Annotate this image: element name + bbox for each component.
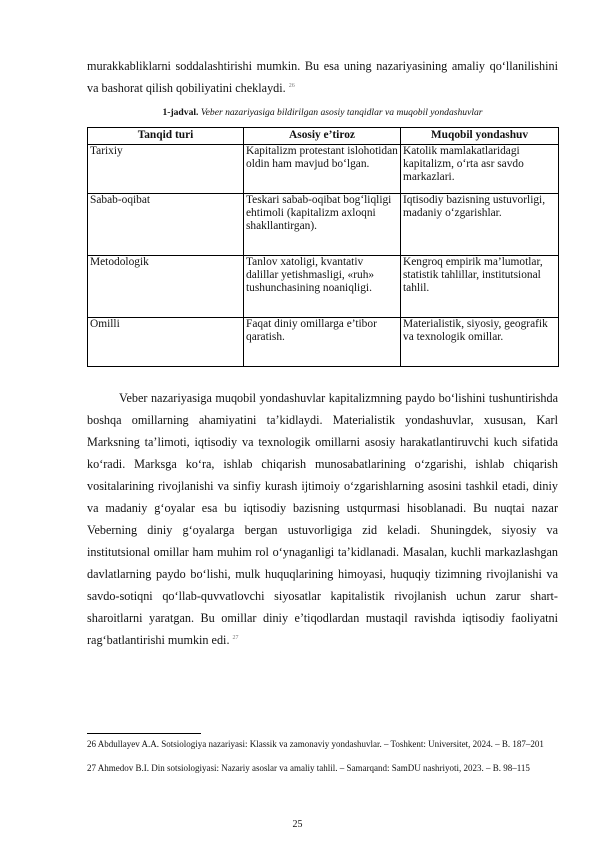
- page-number: 25: [292, 819, 303, 830]
- table-cell: Iqtisodiy bazisning ustuvorligi, madaniy o‘zgarishlar.: [401, 194, 559, 256]
- footnote-26: 26 Abdullayev A.A. Sotsiologiya nazariyasi: Klassik va zamonaviy yondashuvlar. – Toshkent: Universitet, 2024. – B. 187–201: [87, 739, 544, 749]
- intro-paragraph: [87, 55, 558, 99]
- main-paragraph: [87, 387, 558, 651]
- header-main-objection: Asosiy e’tiroz: [244, 128, 401, 145]
- table-cell: Omilli: [88, 318, 244, 367]
- table-caption: [87, 107, 558, 118]
- table-row: [88, 145, 559, 194]
- table-cell: Tarixiy: [88, 145, 244, 194]
- table-row: [88, 318, 559, 367]
- table-cell: Tanlov xatoligi, kvantativ dalillar yetishmasligi, «ruh» tushunchasining noaniqligi.: [244, 256, 401, 318]
- critique-table: [87, 127, 559, 367]
- main-paragraph-text: Veber nazariyasiga muqobil yondashuvlar kapitalizmning paydo bo‘lishini tushuntirishda boshqa omillarning ahamiyatini ta’kidlaydi. Materialistik yondashuvlar, xususan, Karl Marksning ta’limoti, iqtisodiy va texnologik omillarni asosiy harakatlantiruvchi kuch sifatida ko‘radi. Marksga ko‘ra, ishlab chiqarish munosabatlarining o‘zgarishi, ishlab chiqarish vositalarining rivojlanishi va sinfiy kurash ijtimoiy o‘zgarishlarning asosini tashkil etadi, diniy va madaniy g‘oyalar esa bu iqtisodiy bazisning ustqurmasi hisoblanadi. Bu nuqtai nazar Veberning diniy g‘oyalarga bergan ustuvorligiga zid keladi. Shuningdek, siyosiy va institutsional omillar ham muhim rol o‘ynaganligi ta’kidlanadi. Masalan, kuchli markazlashgan davlatlarning paydo bo‘lishi, mulk huquqlarining himoyasi, huquqiy tizimning rivojlanishi va savdo-sotiqni qo‘llab-quvvatlovchi siyosatlar kapitalistik rivojlanish uchun zarur shart-sharoitlarni yaratgan. Bu omillar diniy e’tiqodlardan mustaqil ravishda iqtisodiy faoliyatni rag‘batlantirishi mumkin edi.: [87, 391, 558, 647]
- footnote-27: 27 Ahmedov B.I. Din sotsiologiyasi: Nazariy asoslar va amaliy tahlil. – Samarqand: SamDU nashriyoti, 2023. – B. 98–115: [87, 763, 530, 773]
- header-alternative-approach: Muqobil yondashuv: [401, 128, 559, 145]
- footnote-divider: [87, 733, 201, 734]
- table-cell: Faqat diniy omillarga e’tibor qaratish.: [244, 318, 401, 367]
- header-critique-type: Tanqid turi: [88, 128, 244, 145]
- table-row: [88, 194, 559, 256]
- table-caption-title: Veber nazariyasiga bildirilgan asosiy tanqidlar va muqobil yondashuvlar: [200, 107, 483, 118]
- table-cell: Materialistik, siyosiy, geografik va texnologik omillar.: [401, 318, 559, 367]
- table-cell: Katolik mamlakatlaridagi kapitalizm, o‘rta asr savdo markazlari.: [401, 145, 559, 194]
- table-cell: Kengroq empirik ma’lumotlar, statistik tahlillar, institutsional tahlil.: [401, 256, 559, 318]
- footnote-ref-27[interactable]: 27: [232, 634, 239, 641]
- table-cell: Metodologik: [88, 256, 244, 318]
- table-cell: Sabab-oqibat: [88, 194, 244, 256]
- footnote-ref-26[interactable]: 26: [288, 82, 295, 89]
- table-caption-label: 1-jadval.: [162, 107, 199, 118]
- table-cell: Kapitalizm protestant islohotidan oldin ham mavjud bo‘lgan.: [244, 145, 401, 194]
- table-header-row: [88, 128, 559, 145]
- table-cell: Teskari sabab-oqibat bog‘liqligi ehtimoli (kapitalizm axloqni shakllantirgan).: [244, 194, 401, 256]
- table-row: [88, 256, 559, 318]
- intro-paragraph-text: murakkabliklarni soddalashtirishi mumkin. Bu esa uning nazariyasining amaliy qo‘llanilishini va bashorat qilish qobiliyatini cheklaydi.: [87, 59, 558, 95]
